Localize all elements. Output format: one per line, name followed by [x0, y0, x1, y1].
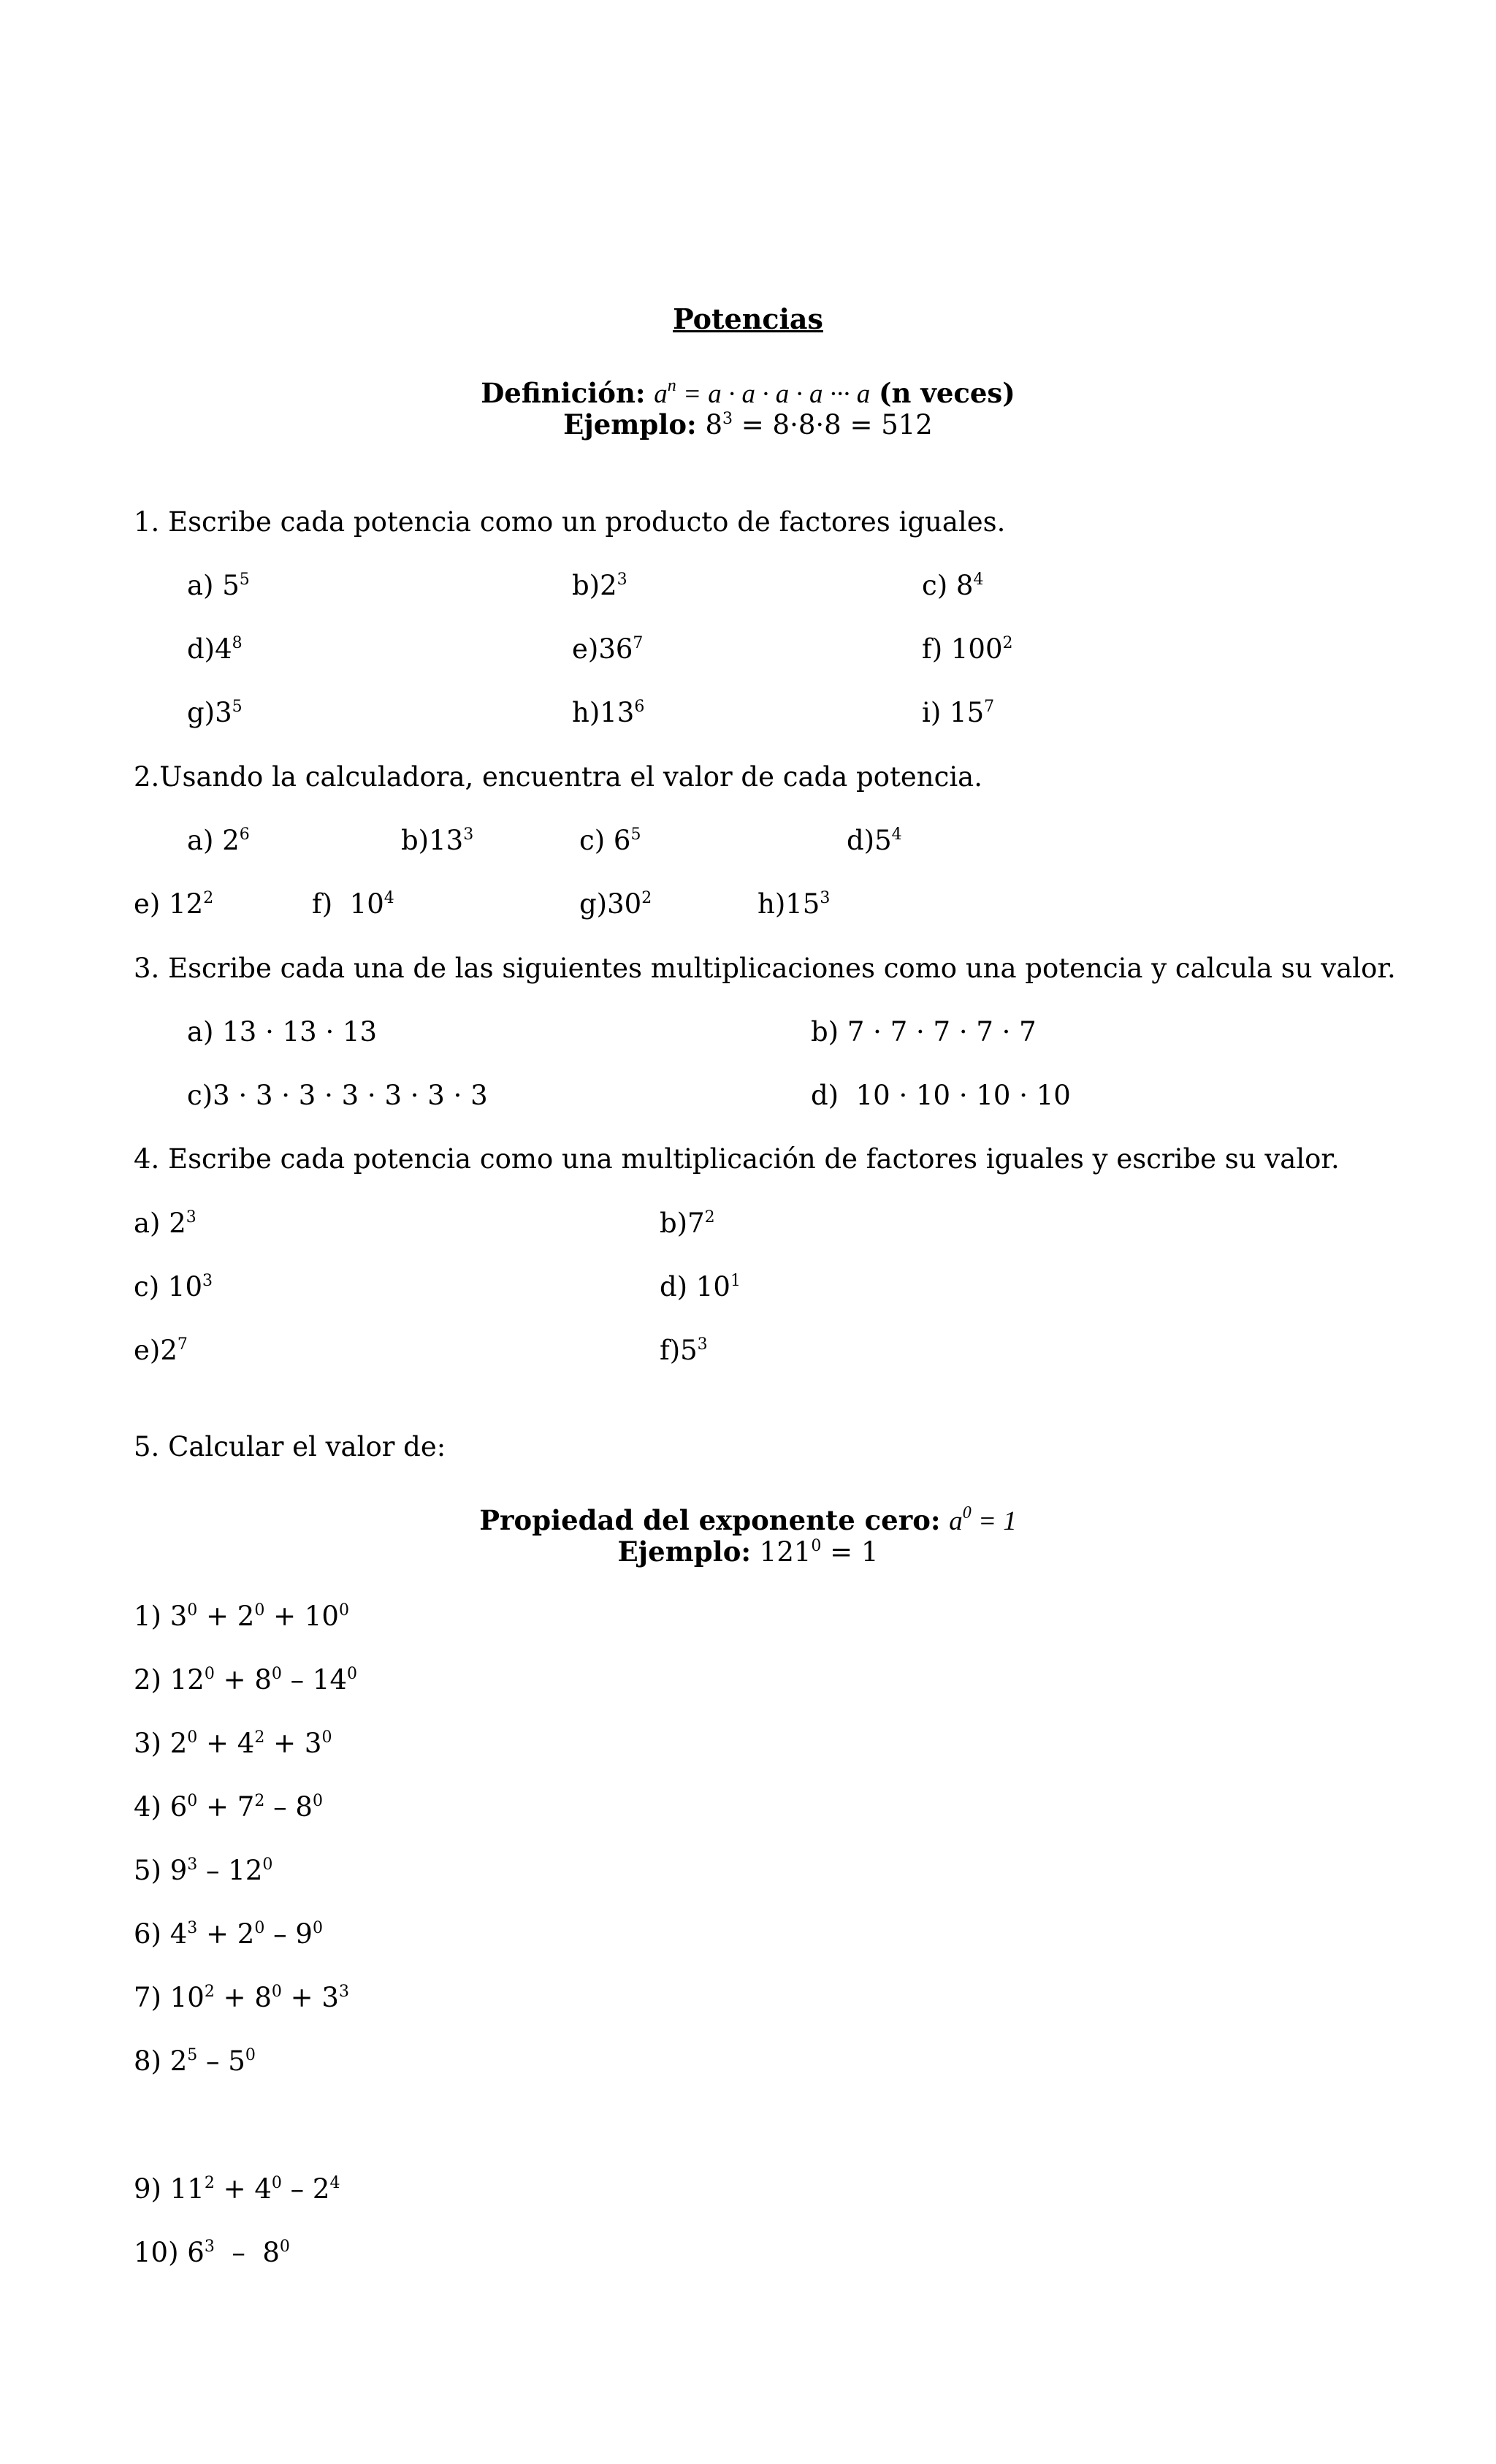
property-example-label: Ejemplo: [617, 1536, 752, 1568]
q3-item-a: a) 13 · 13 · 13 [187, 1016, 378, 1048]
q2-item-c: c) $6^5$ [579, 825, 641, 856]
q1-item-d: $d)4^8$ [187, 633, 243, 665]
zero-exponent-example [0, 1536, 1496, 1568]
q3-item-b: b) 7 · 7 · 7 · 7 · 7 [811, 1016, 1037, 1048]
q4-item-e: $e)2^7$ [134, 1335, 188, 1366]
q1-item-a: a) $5^5$ [187, 570, 250, 601]
q2-item-d: $d)5^4$ [847, 825, 902, 856]
q1-item-c: c) $8^4$ [922, 570, 984, 601]
property-example-expression: $121^0 = 1$ [759, 1536, 879, 1568]
q5-item-10: 10) $6^3 - 8^0$ [134, 2237, 290, 2268]
q4-item-a: a) $2^3$ [134, 1208, 196, 1239]
question-3-text: 3. Escribe cada una de las siguientes multiplicaciones como una potencia y calcula su valor. [134, 953, 1396, 984]
q1-item-i: i) $15^7$ [922, 697, 995, 728]
q2-item-b: $b)13^3$ [401, 825, 474, 856]
q1-item-b: $b)2^3$ [572, 570, 627, 601]
definition-line [0, 376, 1496, 409]
q1-item-f: f) $100^2$ [922, 633, 1013, 665]
definition-suffix: (n veces) [879, 377, 1015, 409]
q1-item-h: $h)13^6$ [572, 697, 645, 728]
property-formula: $a^0 = 1$ [949, 1503, 1017, 1536]
definition-label: Definición: [481, 377, 646, 409]
question-1-text: 1. Escribe cada potencia como un producto de factores iguales. [134, 506, 1006, 538]
question-4-text: 4. Escribe cada potencia como una multiplicación de factores iguales y escribe su valor. [134, 1143, 1340, 1175]
property-label: Propiedad del exponente cero: [479, 1504, 941, 1536]
q2-item-g: $g)30^2$ [579, 888, 652, 920]
q4-item-b: $b)7^2$ [660, 1208, 715, 1239]
page-title: Potencias [673, 302, 823, 335]
q2-item-a: a) $2^6$ [187, 825, 250, 856]
q1-item-g: $g)3^5$ [187, 697, 243, 728]
q3-item-d: d) 10 · 10 · 10 · 10 [811, 1080, 1071, 1111]
q3-item-c: c)3 · 3 · 3 · 3 · 3 · 3 · 3 [187, 1080, 488, 1111]
example-line [0, 408, 1496, 440]
q4-item-c: c) $10^3$ [134, 1271, 213, 1302]
question-5-text: 5. Calcular el valor de: [134, 1431, 446, 1462]
example-label: Ejemplo: [563, 408, 697, 440]
q2-item-h: $h)15^3$ [757, 888, 831, 920]
q5-item-8: 8) $2^5 - 5^0$ [134, 2045, 256, 2077]
question-2-text: 2.Usando la calculadora, encuentra el valor de cada potencia. [134, 761, 982, 793]
example-expression: $8^3 = 8\cdot 8\cdot 8 = 512$ [705, 409, 933, 440]
q5-item-6: 6) $4^3 + 2^0 - 9^0$ [134, 1918, 323, 1950]
q4-item-d: d) $10^1$ [660, 1271, 741, 1302]
q5-item-2: 2) $12^0 + 8^0 - 14^0$ [134, 1664, 358, 1696]
q2-item-f: f) $10^4$ [312, 888, 394, 920]
q2-item-e: e) $12^2$ [134, 888, 214, 920]
zero-exponent-property [0, 1503, 1496, 1536]
definition-formula: $a^n = a \cdot a \cdot a \cdot a$ ··· a [654, 376, 871, 409]
q5-item-4: 4) $6^0 + 7^2 - 8^0$ [134, 1791, 323, 1823]
q5-item-7: 7) $10^2 + 8^0 + 3^3$ [134, 1982, 349, 2013]
q5-item-9: 9) $11^2 + 4^0 - 2^4$ [134, 2173, 340, 2205]
q5-item-5: 5) $9^3 - 12^0$ [134, 1855, 273, 1886]
q1-item-e: $e)36^7$ [572, 633, 644, 665]
q5-item-3: 3) $2^0 + 4^2 + 3^0$ [134, 1728, 332, 1759]
q5-item-1: 1) $3^0 + 2^0 + 10^0$ [134, 1601, 349, 1632]
q4-item-f: $f)5^3$ [660, 1335, 708, 1366]
